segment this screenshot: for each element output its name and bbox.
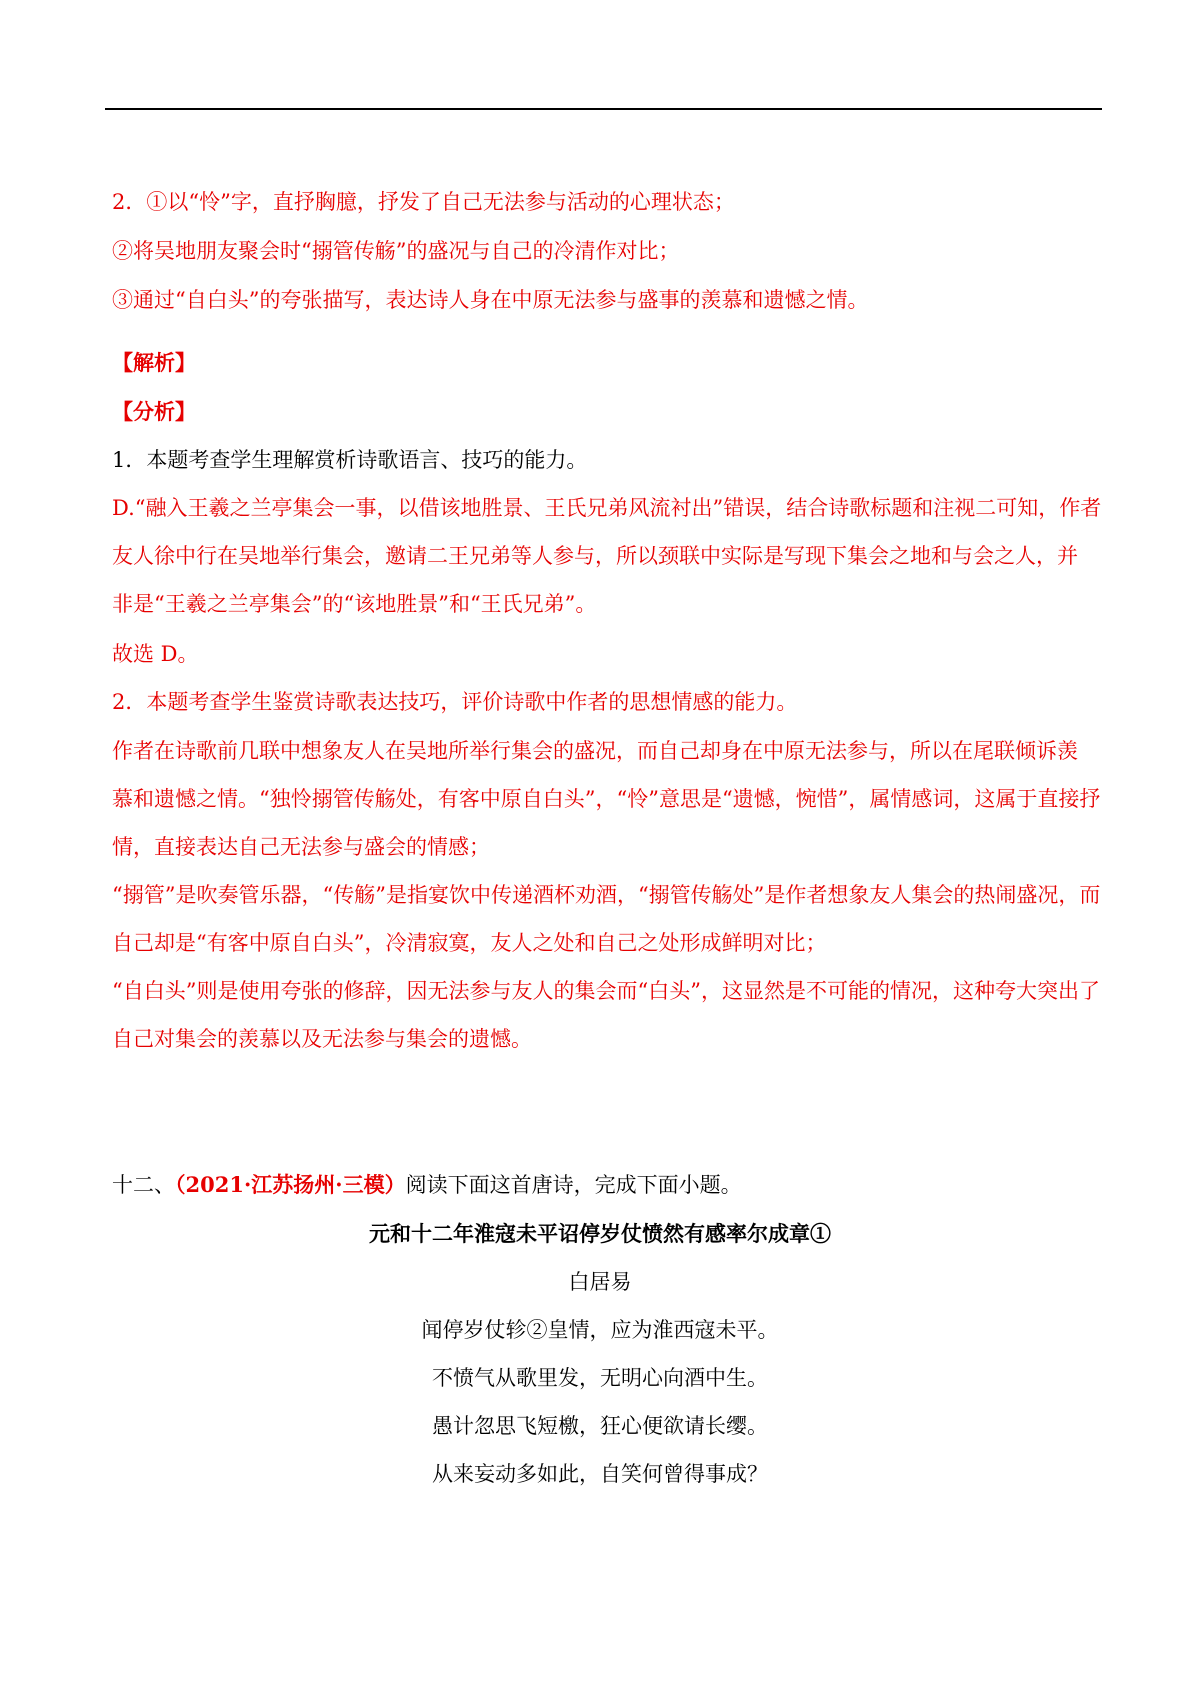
- q1-body-line-2: 友人徐中行在吴地举行集会，邀请二王兄弟等人参与，所以颈联中实际是写现下集会之地和与会之人，并: [112, 544, 1078, 568]
- poem-line-1: 闻停岁仗轸②皇情，应为淮西寇未平。: [421, 1318, 779, 1342]
- q2-body-line-4: “搦管”是吹奏管乐器，“传觞”是指宴饮中传递酒杯劝酒，“搦管传觞处”是作者想象友人集会的热闹盛况，而: [112, 883, 1101, 907]
- q1-intro: [112, 444, 1102, 476]
- answer-block: [112, 186, 1102, 316]
- poem-title: 元和十二年淮寇未平诏停岁仗愤然有感率尔成章①: [369, 1221, 831, 1246]
- q2-intro-text: 2．本题考查学生鉴赏诗歌表达技巧，评价诗歌中作者的思想情感的能力。: [112, 690, 798, 714]
- q2-body-line-5: 自己却是“有客中原自白头”，冷清寂寞，友人之处和自己之处形成鲜明对比；: [112, 931, 827, 955]
- jiexi-label: 【解析】: [112, 350, 196, 375]
- q2-intro: [112, 686, 1102, 718]
- q1-body-line-3: 非是“王羲之兰亭集会”的“该地胜景”和“王氏兄弟”。: [112, 592, 597, 616]
- question-number: 十二、: [112, 1173, 175, 1197]
- q1-intro-text: 1．本题考查学生理解赏析诗歌语言、技巧的能力。: [112, 448, 588, 472]
- answer-line-1: 2．①以“怜”字，直抒胸臆，抒发了自己无法参与活动的心理状态；: [112, 190, 735, 214]
- q2-body-line-1: 作者在诗歌前几联中想象友人在吴地所举行集会的盛况，而自己却身在中原无法参与，所以在尾联倾诉羡: [112, 739, 1078, 763]
- q2-body: [112, 735, 1102, 1055]
- q1-body: [112, 492, 1102, 620]
- header-rule: [105, 108, 1102, 110]
- poem-author: 白居易: [568, 1270, 632, 1294]
- question-12: [112, 1169, 1102, 1201]
- poem-line-3: 愚计忽思飞短檄，狂心便欲请长缨。: [432, 1414, 768, 1438]
- poem-line-2: 不愤气从歌里发，无明心向酒中生。: [432, 1366, 768, 1390]
- q1-choice-text: 故选 D。: [112, 642, 199, 666]
- q1-body-line-1: D.“融入王羲之兰亭集会一事，以借该地胜景、王氏兄弟风流衬出”错误，结合诗歌标题和注视二可知，作者: [112, 496, 1102, 520]
- question-source: （2021·江苏扬州·三模）: [175, 1172, 406, 1197]
- jiexi-heading: [112, 347, 1102, 379]
- question-prompt: 阅读下面这首唐诗，完成下面小题。: [405, 1173, 742, 1197]
- q2-body-line-2: 慕和遗憾之情。“独怜搦管传觞处，有客中原自白头”，“怜”意思是“遗憾，惋惜”，属情感词，这属于直接抒: [112, 787, 1101, 811]
- poem-line-4: 从来妄动多如此，自笑何曾得事成？: [432, 1462, 768, 1486]
- q2-body-line-7: 自己对集会的羡慕以及无法参与集会的遗憾。: [112, 1027, 532, 1051]
- q2-body-line-3: 情，直接表达自己无法参与盛会的情感；: [112, 835, 490, 859]
- q1-choice: [112, 638, 1102, 670]
- answer-line-3: ③通过“自白头”的夸张描写，表达诗人身在中原无法参与盛事的羡慕和遗憾之情。: [112, 288, 869, 312]
- answer-line-2: ②将吴地朋友聚会时“搦管传觞”的盛况与自己的冷清作对比；: [112, 239, 680, 263]
- q2-body-line-6: “自白头”则是使用夸张的修辞，因无法参与友人的集会而“白头”，这显然是不可能的情况，这种夸大突出了: [112, 979, 1100, 1003]
- fenxi-heading: [112, 396, 1102, 428]
- fenxi-label: 【分析】: [112, 399, 196, 424]
